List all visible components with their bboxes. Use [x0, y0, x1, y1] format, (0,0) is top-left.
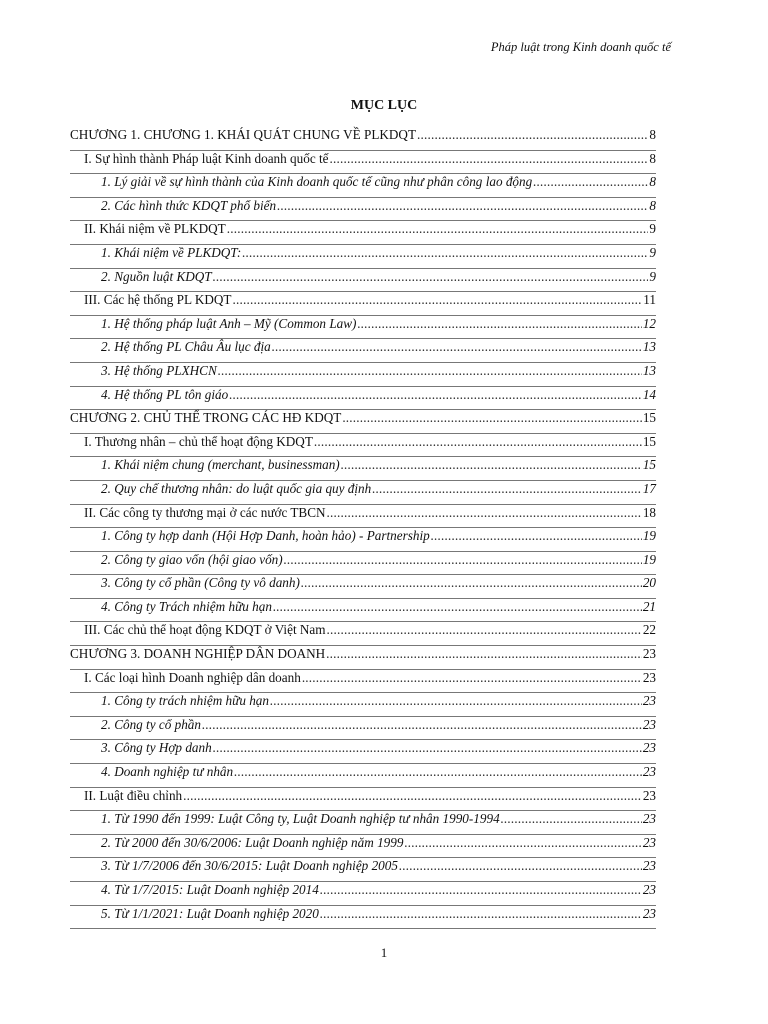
- toc-entry-page: 8: [649, 150, 656, 166]
- toc-entry[interactable]: [70, 622, 656, 646]
- toc-entry[interactable]: [70, 481, 656, 505]
- toc-entry-page: 20: [642, 575, 656, 591]
- toc-entry-page: 8: [649, 174, 656, 190]
- toc-leader-dots: [301, 575, 642, 591]
- toc-leader-dots: [272, 339, 642, 355]
- toc-leader-dots: [242, 245, 648, 261]
- toc-entry-label: 1. Khái niệm về PLKDQT:: [101, 244, 242, 260]
- toc-entry-label: 2. Nguồn luật KDQT: [101, 268, 212, 284]
- toc-entry-page: 13: [642, 339, 656, 355]
- toc-entry[interactable]: [70, 221, 656, 245]
- toc-leader-dots: [327, 622, 642, 638]
- toc-entry-label: II. Khái niệm về PLKDQT: [84, 221, 226, 237]
- toc-entry-label: 1. Lý giải về sự hình thành của Kinh doanh quốc tế cũng như phân công lao động: [101, 174, 533, 190]
- toc-entry-page: 23: [642, 834, 656, 850]
- toc-entry-page: 23: [642, 787, 656, 803]
- toc-leader-dots: [341, 457, 642, 473]
- toc-entry[interactable]: [70, 575, 656, 599]
- toc-entry-page: 21: [642, 598, 656, 614]
- toc-leader-dots: [327, 505, 642, 521]
- toc-entry-label: 3. Công ty cổ phần (Công ty vô danh): [101, 575, 300, 591]
- toc-entry[interactable]: [70, 245, 656, 269]
- toc-entry-page: 23: [642, 693, 656, 709]
- toc-leader-dots: [213, 740, 642, 756]
- toc-entry[interactable]: [70, 198, 656, 222]
- toc-leader-dots: [320, 882, 642, 898]
- toc-entry[interactable]: [70, 387, 656, 411]
- toc-entry-label: 3. Công ty Hợp danh: [101, 740, 212, 756]
- toc-entry-label: 4. Từ 1/7/2015: Luật Doanh nghiệp 2014: [101, 882, 319, 897]
- toc-entry-page: 23: [642, 882, 656, 897]
- toc-entry-label: 2. Quy chế thương nhân: do luật quốc gia quy định: [101, 480, 372, 496]
- toc-entry[interactable]: [70, 811, 656, 835]
- toc-entry-label: II. Các công ty thương mại ở các nước TBCN: [84, 504, 326, 520]
- toc-entry[interactable]: [70, 882, 656, 906]
- toc-entry-page: 9: [649, 221, 656, 237]
- toc-entry-page: 19: [642, 551, 656, 567]
- toc-entry-label: 2. Hệ thống PL Châu Âu lục địa: [101, 339, 271, 355]
- toc-entry-page: 8: [649, 127, 656, 142]
- toc-entry[interactable]: [70, 410, 656, 434]
- toc-entry-page: 15: [642, 433, 656, 449]
- toc-entry-page: 22: [642, 622, 656, 638]
- toc-entry[interactable]: [70, 434, 656, 458]
- toc-entry-label: 2. Công ty giao vốn (hội giao vốn): [101, 551, 283, 567]
- toc-entry-page: 15: [642, 457, 656, 473]
- toc-leader-dots: [431, 528, 642, 544]
- toc-entry-page: 23: [642, 858, 656, 874]
- toc-entry-label: CHƯƠNG 2. CHỦ THỂ TRONG CÁC HĐ KDQT: [70, 410, 342, 426]
- toc-entry[interactable]: [70, 835, 656, 859]
- toc-entry[interactable]: [70, 127, 656, 151]
- toc-entry-label: 1. Khái niệm chung (merchant, businessman): [101, 457, 340, 473]
- toc-entry-page: 23: [642, 811, 656, 827]
- toc-entry-label: 2. Từ 2000 đến 30/6/2006: Luật Doanh nghiệp năm 1999: [101, 834, 404, 850]
- toc-entry-label: I. Các loại hình Doanh nghiệp dân doanh: [84, 669, 301, 685]
- toc-entry-page: 11: [643, 292, 656, 308]
- toc-leader-dots: [234, 764, 642, 780]
- toc-entry-label: 4. Hệ thống PL tôn giáo: [101, 386, 229, 402]
- toc-entry[interactable]: [70, 552, 656, 576]
- toc-entry-label: CHƯƠNG 1. CHƯƠNG 1. KHÁI QUÁT CHUNG VỀ PLKDQT: [70, 127, 416, 142]
- toc-leader-dots: [501, 811, 642, 827]
- toc-entry-page: 15: [642, 410, 656, 426]
- toc-entry[interactable]: [70, 339, 656, 363]
- page-number: 1: [380, 945, 388, 960]
- toc-entry[interactable]: [70, 764, 656, 788]
- toc-entry[interactable]: [70, 457, 656, 481]
- running-header: Pháp luật trong Kinh doanh quốc tế: [490, 40, 671, 54]
- toc-entry[interactable]: [70, 717, 656, 741]
- toc-leader-dots: [229, 387, 642, 403]
- toc-leader-dots: [302, 670, 642, 686]
- toc-entry-page: 23: [642, 669, 656, 685]
- toc-entry[interactable]: [70, 646, 656, 670]
- toc-leader-dots: [320, 906, 642, 922]
- toc-entry[interactable]: [70, 599, 656, 623]
- toc-entry-page: 23: [642, 905, 656, 921]
- toc-entry-label: 1. Công ty hợp danh (Hội Hợp Danh, hoàn hảo) - Partnership: [101, 528, 430, 544]
- toc-entry-page: 9: [649, 268, 656, 284]
- toc-leader-dots: [342, 410, 642, 426]
- toc-entry[interactable]: [70, 174, 656, 198]
- toc-entry-page: 23: [642, 646, 656, 662]
- toc-entry-label: 2. Công ty cổ phần: [101, 716, 201, 732]
- toc-entry-page: 17: [642, 480, 656, 496]
- toc-entry-page: 23: [642, 716, 656, 732]
- toc-entry-page: 18: [642, 504, 656, 520]
- toc-leader-dots: [399, 858, 642, 874]
- toc-entry-label: 1. Công ty trách nhiệm hữu hạn: [101, 693, 269, 709]
- toc-entry-label: CHƯƠNG 3. DOANH NGHIỆP DÂN DOANH: [70, 646, 326, 662]
- toc-entry-label: 5. Từ 1/1/2021: Luật Doanh nghiệp 2020: [101, 905, 319, 921]
- toc-entry[interactable]: [70, 269, 656, 293]
- toc-entry[interactable]: [70, 906, 656, 930]
- toc-leader-dots: [270, 693, 642, 709]
- toc-entry-label: II. Luật điều chỉnh: [84, 787, 183, 803]
- toc-entry-page: 8: [649, 197, 656, 213]
- toc-entry[interactable]: [70, 316, 656, 340]
- toc-leader-dots: [357, 316, 641, 332]
- toc-entry-label: I. Sự hình thành Pháp luật Kinh doanh quốc tế: [84, 150, 329, 166]
- toc-entry[interactable]: [70, 740, 656, 764]
- toc-entry-page: 19: [642, 528, 656, 544]
- toc-entry-page: 9: [649, 244, 656, 260]
- page-title: MỤC LỤC: [350, 98, 418, 113]
- toc-entry-label: 1. Hệ thống pháp luật Anh – Mỹ (Common Law): [101, 315, 357, 331]
- toc-entry-label: III. Các hệ thống PL KDQT: [84, 292, 232, 308]
- toc-leader-dots: [273, 599, 642, 615]
- toc-entry-label: 4. Công ty Trách nhiệm hữu hạn: [101, 598, 272, 614]
- toc-leader-dots: [326, 646, 642, 662]
- toc-entry[interactable]: [70, 858, 656, 882]
- toc-leader-dots: [417, 127, 648, 143]
- toc-entry-page: 14: [642, 386, 656, 402]
- toc-leader-dots: [213, 269, 649, 285]
- toc-entry[interactable]: [70, 788, 656, 812]
- toc-entry-page: 13: [642, 362, 656, 378]
- toc-leader-dots: [284, 552, 642, 568]
- toc-entry-label: 4. Doanh nghiệp tư nhân: [101, 764, 234, 780]
- toc-entry-label: III. Các chủ thể hoạt động KDQT ở Việt Nam: [84, 622, 326, 638]
- toc-entry-label: I. Thương nhân – chủ thể hoạt động KDQT: [84, 433, 313, 449]
- toc-leader-dots: [314, 434, 642, 450]
- toc-entry-label: 3. Hệ thống PLXHCN: [101, 362, 217, 378]
- table-of-contents: [70, 127, 656, 929]
- toc-leader-dots: [404, 835, 641, 851]
- toc-leader-dots: [330, 151, 649, 167]
- toc-entry[interactable]: [70, 528, 656, 552]
- toc-leader-dots: [218, 363, 642, 379]
- toc-leader-dots: [183, 788, 642, 804]
- toc-leader-dots: [227, 221, 649, 237]
- toc-leader-dots: [533, 174, 648, 190]
- toc-entry[interactable]: [70, 292, 656, 316]
- toc-leader-dots: [277, 198, 648, 214]
- toc-entry[interactable]: [70, 670, 656, 694]
- toc-leader-dots: [202, 717, 642, 733]
- toc-entry[interactable]: [70, 363, 656, 387]
- toc-entry-label: 1. Từ 1990 đến 1999: Luật Công ty, Luật Doanh nghiệp tư nhân 1990-1994: [101, 811, 500, 827]
- toc-entry-page: 12: [642, 315, 656, 331]
- toc-leader-dots: [372, 481, 642, 497]
- toc-entry-page: 23: [642, 740, 656, 756]
- toc-entry-label: 2. Các hình thức KDQT phổ biến: [101, 197, 277, 213]
- toc-entry[interactable]: [70, 151, 656, 175]
- toc-leader-dots: [232, 292, 642, 308]
- toc-entry[interactable]: [70, 505, 656, 529]
- toc-entry-page: 23: [642, 764, 656, 780]
- toc-entry-label: 3. Từ 1/7/2006 đến 30/6/2015: Luật Doanh nghiệp 2005: [101, 858, 398, 874]
- toc-entry[interactable]: [70, 693, 656, 717]
